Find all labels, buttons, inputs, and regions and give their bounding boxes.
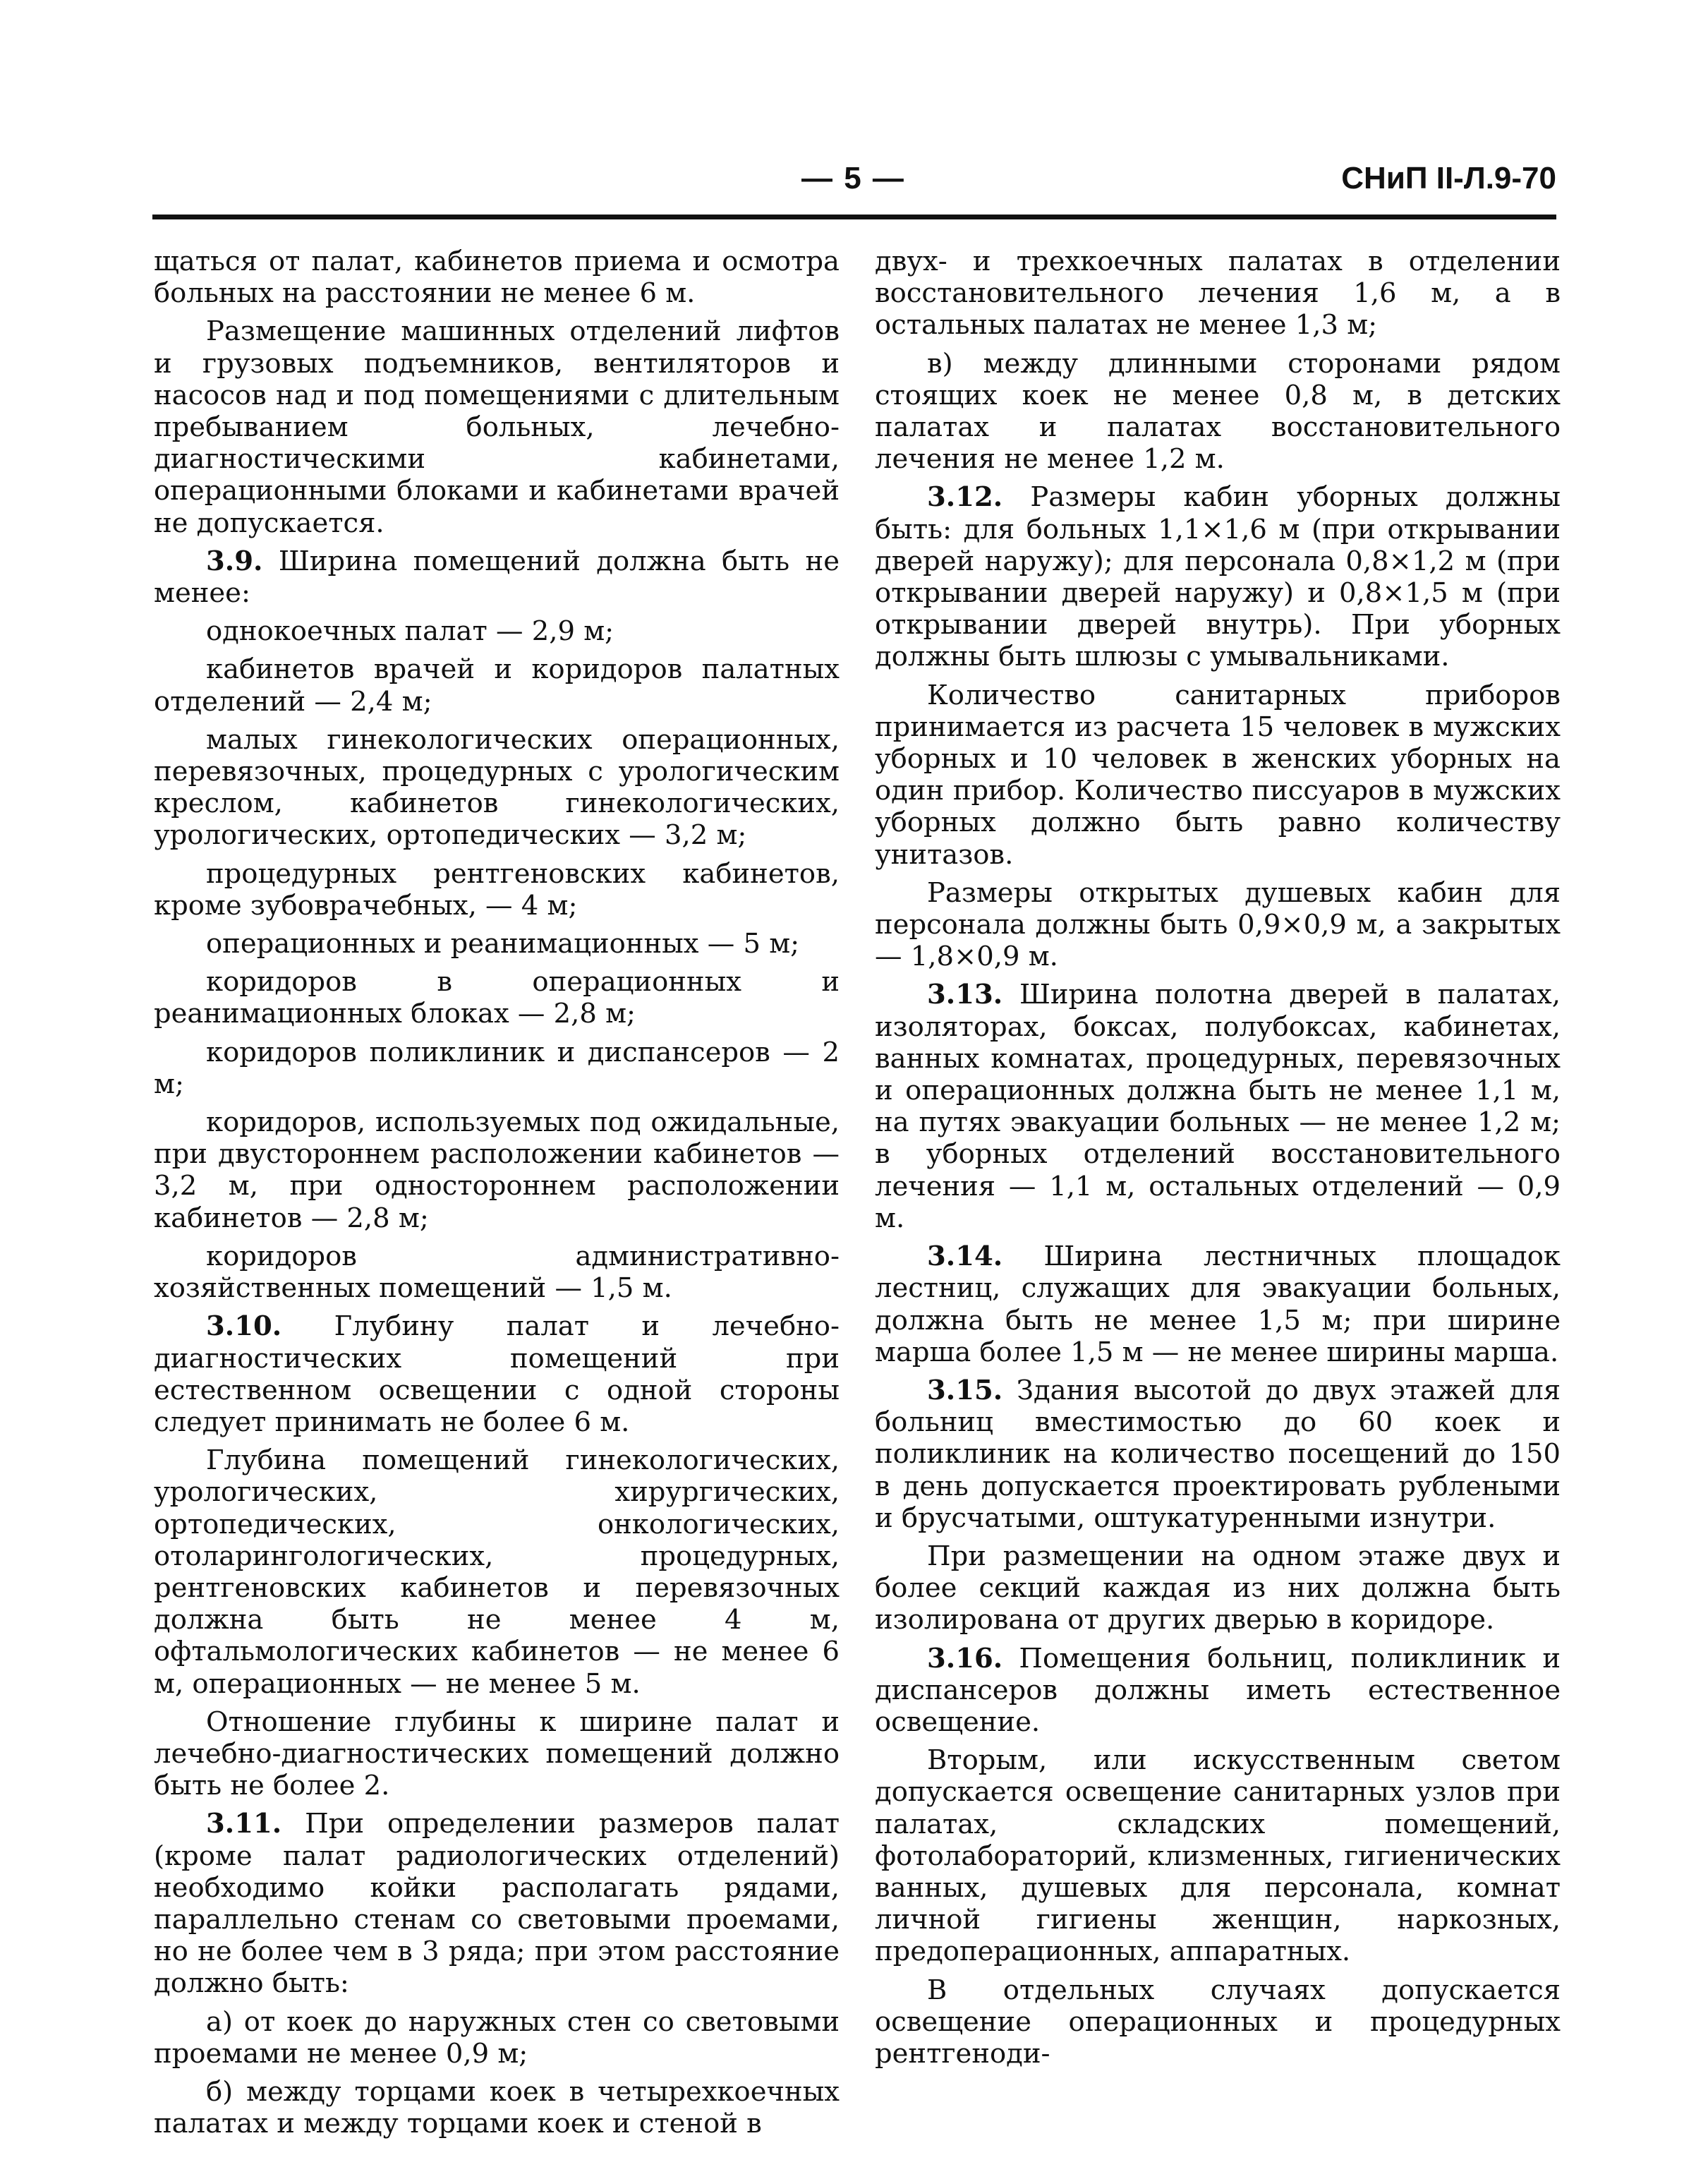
paragraph — [875, 1744, 1561, 1967]
clause-number: 3.9. — [206, 545, 263, 577]
paragraph-text: Размеры кабин уборных должны быть: для больных 1,1×1,6 м (при открывании дверей наружу); для персонала 0,8×1,2 м (при открывании дверей наружу) и 0,8×1,5 м (при открывании дверей внутрь). При уборных должны быть шлюзы с умывальниками. — [875, 481, 1561, 673]
paragraph — [154, 1444, 840, 1700]
paragraph — [154, 2006, 840, 2070]
header-rule — [152, 215, 1556, 219]
paragraph-text: коридоров поликлиник и диспансеров — 2 м; — [154, 1036, 840, 1100]
paragraph — [154, 653, 840, 717]
right-column — [875, 246, 1561, 2076]
paragraph-text: а) от коек до наружных стен со световыми проемами не менее 0,9 м; — [154, 2005, 840, 2070]
clause-number: 3.15. — [927, 1374, 1003, 1406]
paragraph — [154, 928, 840, 960]
paragraph — [154, 615, 840, 647]
paragraph — [154, 315, 840, 538]
paragraph — [875, 1540, 1561, 1636]
paragraph-text: кабинетов врачей и коридоров палатных отделений — 2,4 м; — [154, 653, 840, 718]
clause-number: 3.10. — [206, 1310, 282, 1343]
paragraph-text: в) между длинными сторонами рядом стоящих коек не менее 0,8 м, в детских палатах и палатах восстановительного лечения не менее 1,2 м. — [875, 347, 1561, 476]
clause-number: 3.12. — [927, 481, 1003, 514]
paragraph — [154, 246, 840, 309]
paragraph — [875, 1241, 1561, 1368]
paragraph-text: двух- и трехкоечных палатах в отделении восстановительного лечения 1,6 м, а в остальных палатах не менее 1,3 м; — [875, 246, 1561, 342]
paragraph-text: Ширина лестничных площадок лестниц, служащих для эвакуации больных, должна быть не менее 1,5 м; при ширине марша более 1,5 м — не менее ширины марша. — [875, 1241, 1561, 1368]
paragraph — [875, 877, 1561, 973]
paragraph-text: коридоров административно-хозяйственных помещений — 1,5 м. — [154, 1240, 840, 1305]
page-header — [152, 161, 1556, 210]
paragraph-text: Помещения больниц, поликлиник и диспансеров должны иметь естественное освещение. — [875, 1642, 1561, 1738]
page-number: — 5 — — [801, 161, 905, 195]
paragraph-text: Размещение машинных отделений лифтов и грузовых подъемников, вентиляторов и насосов над и под помещениями с длительным пребыванием больных, лечебно-диагностическими кабинетами, операционными блоками и кабинетами врачей не допускается. — [154, 315, 840, 539]
paragraph-text: Глубину палат и лечебно-диагностических помещений при естественном освещении с одной стороны следует принимать не более 6 м. — [154, 1310, 840, 1438]
paragraph-text: коридоров, используемых под ожидальные, при двустороннем расположении кабинетов — 3,2 м, при одностороннем расположении кабинетов — 2,8 м; — [154, 1106, 840, 1234]
paragraph — [154, 1106, 840, 1234]
paragraph — [875, 481, 1561, 672]
paragraph — [154, 1706, 840, 1802]
paragraph-text: При определении размеров палат (кроме палат радиологических отделений) необходимо койки располагать рядами, параллельно стенам со световыми проемами, но не более чем в 3 ряда; при этом расстояние должно быть: — [154, 1808, 840, 2000]
paragraph-text: процедурных рентгеновских кабинетов, кроме зубоврачебных, — 4 м; — [154, 857, 840, 922]
paragraph — [875, 680, 1561, 871]
paragraph — [875, 1375, 1561, 1534]
clause-number: 3.11. — [206, 1808, 282, 1840]
clause-number: 3.14. — [927, 1241, 1003, 1273]
paragraph — [875, 1643, 1561, 1739]
paragraph — [875, 979, 1561, 1234]
paragraph — [154, 1037, 840, 1100]
paragraph — [154, 966, 840, 1030]
left-column — [154, 246, 840, 2146]
paragraph-text: Размеры открытых душевых кабин для персонала должны быть 0,9×0,9 м, а закрытых — 1,8×0,9 м. — [875, 876, 1561, 973]
paragraph — [154, 1808, 840, 1999]
paragraph — [154, 545, 840, 609]
paragraph — [875, 348, 1561, 476]
paragraph — [154, 2076, 840, 2139]
paragraph-text: Здания высотой до двух этажей для больниц вместимостью до 60 коек и поликлиник на количество посещений до 150 в день допускается проектировать рублеными и брусчатыми, оштукатуренными изнутри. — [875, 1374, 1561, 1534]
paragraph-text: операционных и реанимационных — 5 м; — [206, 928, 800, 960]
paragraph-text: В отдельных случаях допускается освещение операционных и процедурных рентгеноди- — [875, 1974, 1561, 2070]
paragraph-text: Вторым, или искусственным светом допускается освещение санитарных узлов при палатах, складских помещений, фотолабораторий, клизменных, гигиенических ванных, душевых для персонала, комнат личной гигиены женщин, наркозных, предоперационных, аппаратных. — [875, 1744, 1561, 1968]
paragraph — [154, 1241, 840, 1304]
paragraph-text: При размещении на одном этаже двух и более секций каждая из них должна быть изолирована от других дверью в коридоре. — [875, 1540, 1561, 1636]
paragraph-text: Отношение глубины к ширине палат и лечебно-диагностических помещений должно быть не более 2. — [154, 1706, 840, 1802]
paragraph — [154, 724, 840, 852]
paragraph — [875, 246, 1561, 342]
paragraph-text: малых гинекологических операционных, перевязочных, процедурных с урологическим креслом, кабинетов гинекологических, урологических, ортопедических — 3,2 м; — [154, 723, 840, 852]
paragraph — [154, 858, 840, 922]
paragraph-text: Глубина помещений гинекологических, урологических, хирургических, ортопедических, онкологических, отоларингологических, процедурных, рентгеновских кабинетов и перевязочных должна быть не менее 4 м, офтальмологических кабинетов — не менее 6 м, операционных — не менее 5 м. — [154, 1444, 840, 1700]
paragraph-text: б) между торцами коек в четырехкоечных палатах и между торцами коек и стеной в — [154, 2075, 840, 2140]
paragraph-text: однокоечных палат — 2,9 м; — [206, 615, 614, 648]
paragraph-text: Ширина помещений должна быть не менее: — [154, 545, 840, 610]
paragraph — [875, 1974, 1561, 2070]
paragraph-text: Ширина полотна дверей в палатах, изоляторах, боксах, полубоксах, кабинетах, ванных комнатах, процедурных, перевязочных и операционных должна быть не менее 1,1 м, на путях эвакуации больных — не менее 1,2 м; в уборных отделений восстановительного лечения — 1,1 м, остальных отделений — 0,9 м. — [875, 979, 1561, 1234]
paragraph — [154, 1310, 840, 1438]
paragraph-text: Количество санитарных приборов принимается из расчета 15 человек в мужских уборных и 10 человек в женских уборных на один прибор. Количество писсуаров в мужских уборных должно быть равно количеству унитазов. — [875, 679, 1561, 871]
clause-number: 3.16. — [927, 1642, 1003, 1674]
document-code: СНиП II-Л.9-70 — [1341, 161, 1556, 195]
paragraph-text: щаться от палат, кабинетов приема и осмотра больных на расстоянии не менее 6 м. — [154, 246, 840, 310]
paragraph-text: коридоров в операционных и реанимационных блоках — 2,8 м; — [154, 966, 840, 1030]
clause-number: 3.13. — [927, 979, 1003, 1011]
